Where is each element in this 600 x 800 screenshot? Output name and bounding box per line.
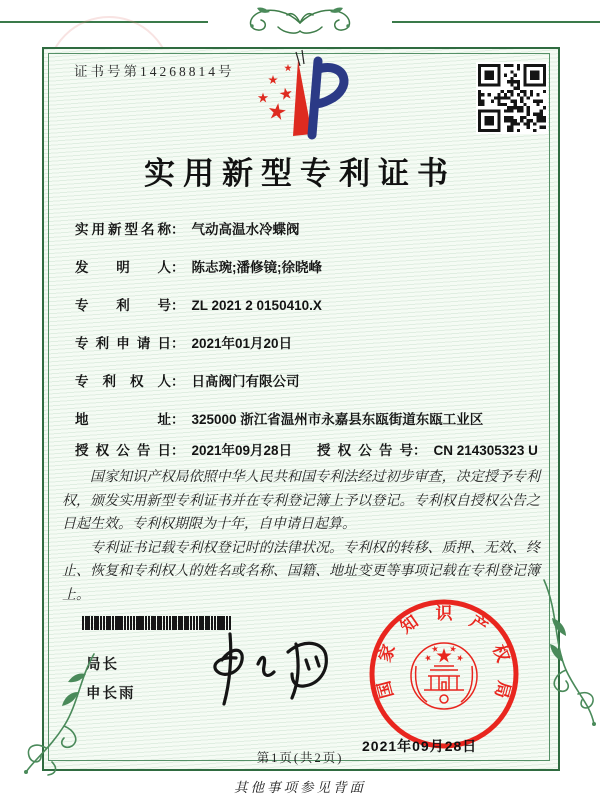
field-colon: ： — [171, 336, 185, 351]
field-colon: ： — [171, 443, 185, 458]
field-value: 2021年09月28日 — [191, 443, 293, 458]
svg-text:局: 局 — [491, 678, 514, 701]
director-name: 申长雨 — [86, 686, 136, 702]
field-value: CN 214305323 U — [433, 443, 538, 458]
field-value: 日髙阀门有限公司 — [191, 374, 300, 389]
legal-paragraph-1: 国家知识产权局依照中华人民共和国专利法经过初步审查，决定授予专利权，颁发实用新型专利证书并在专利登记簿上予以登记。专利权自授权公告之日起生效。专利权期限为十年，自申请日起算。 — [62, 470, 540, 532]
vine-ornament-bottom-right — [538, 578, 600, 730]
field-label: 授权公告日 — [75, 443, 171, 458]
field-colon: ： — [413, 443, 427, 458]
field-colon: ： — [171, 374, 185, 389]
cnipa-logo — [252, 48, 352, 144]
grant-number-pair — [317, 440, 538, 461]
svg-text:权: 权 — [489, 642, 513, 665]
field-row-patentee — [75, 371, 541, 392]
field-label: 专利号 — [75, 298, 171, 313]
back-side-note: 其他事项参见背面 — [234, 780, 366, 795]
field-colon: ： — [171, 412, 185, 427]
director-signature — [192, 626, 342, 716]
svg-text:家: 家 — [375, 642, 399, 665]
field-value: 325000 浙江省温州市永嘉县东瓯街道东瓯工业区 — [191, 412, 484, 427]
field-list — [75, 219, 541, 461]
logo-blue-p — [312, 61, 344, 135]
field-row-grant — [75, 440, 541, 461]
page-title: 实用新型专利证书 — [144, 156, 456, 191]
official-seal — [364, 594, 524, 754]
page-number: 第1页(共2页) — [256, 751, 344, 765]
field-label: 专利申请日 — [75, 336, 171, 351]
field-label: 发明人 — [75, 260, 171, 275]
field-value: 2021年01月20日 — [191, 336, 293, 351]
floral-ornament-top — [200, 3, 400, 41]
national-emblem — [411, 643, 477, 709]
seal-date: 2021年09月28日 — [362, 738, 478, 754]
field-value: 气动高温水冷蝶阀 — [191, 222, 300, 237]
field-row-inventors — [75, 257, 541, 278]
legal-paragraph-2: 专利证书记载专利权登记时的法律状况。专利权的转移、质押、无效、终止、恢复和专利权人的姓名或名称、国籍、地址变更等事项记载在专利登记簿上。 — [62, 540, 540, 603]
field-row-filing-date — [75, 333, 541, 354]
director-title: 局长 — [86, 657, 119, 673]
qr-code — [476, 62, 548, 134]
svg-text:国: 国 — [374, 678, 397, 701]
vine-ornament-bottom-left — [16, 652, 101, 777]
field-colon: ： — [171, 222, 185, 237]
certificate-number: 证书号第14268814号 — [74, 64, 235, 79]
top-rule-right — [392, 21, 600, 23]
field-colon: ： — [171, 298, 185, 313]
svg-text:产: 产 — [466, 611, 492, 638]
field-row-patent-no — [75, 295, 541, 316]
field-label: 实用新型名称 — [75, 222, 171, 237]
legal-text — [62, 466, 540, 607]
field-label: 地址 — [75, 412, 171, 427]
field-row-address — [75, 409, 541, 430]
field-row-name — [75, 219, 541, 240]
svg-text:知: 知 — [396, 611, 422, 638]
logo-stars — [258, 64, 293, 120]
field-label: 授权公告号 — [317, 443, 413, 458]
field-value: ZL 2021 2 0150410.X — [191, 298, 322, 313]
field-colon: ： — [171, 260, 185, 275]
field-label: 专利权人 — [75, 374, 171, 389]
field-value: 陈志琬;潘修镜;徐晓峰 — [191, 260, 322, 275]
svg-text:识: 识 — [435, 604, 453, 623]
